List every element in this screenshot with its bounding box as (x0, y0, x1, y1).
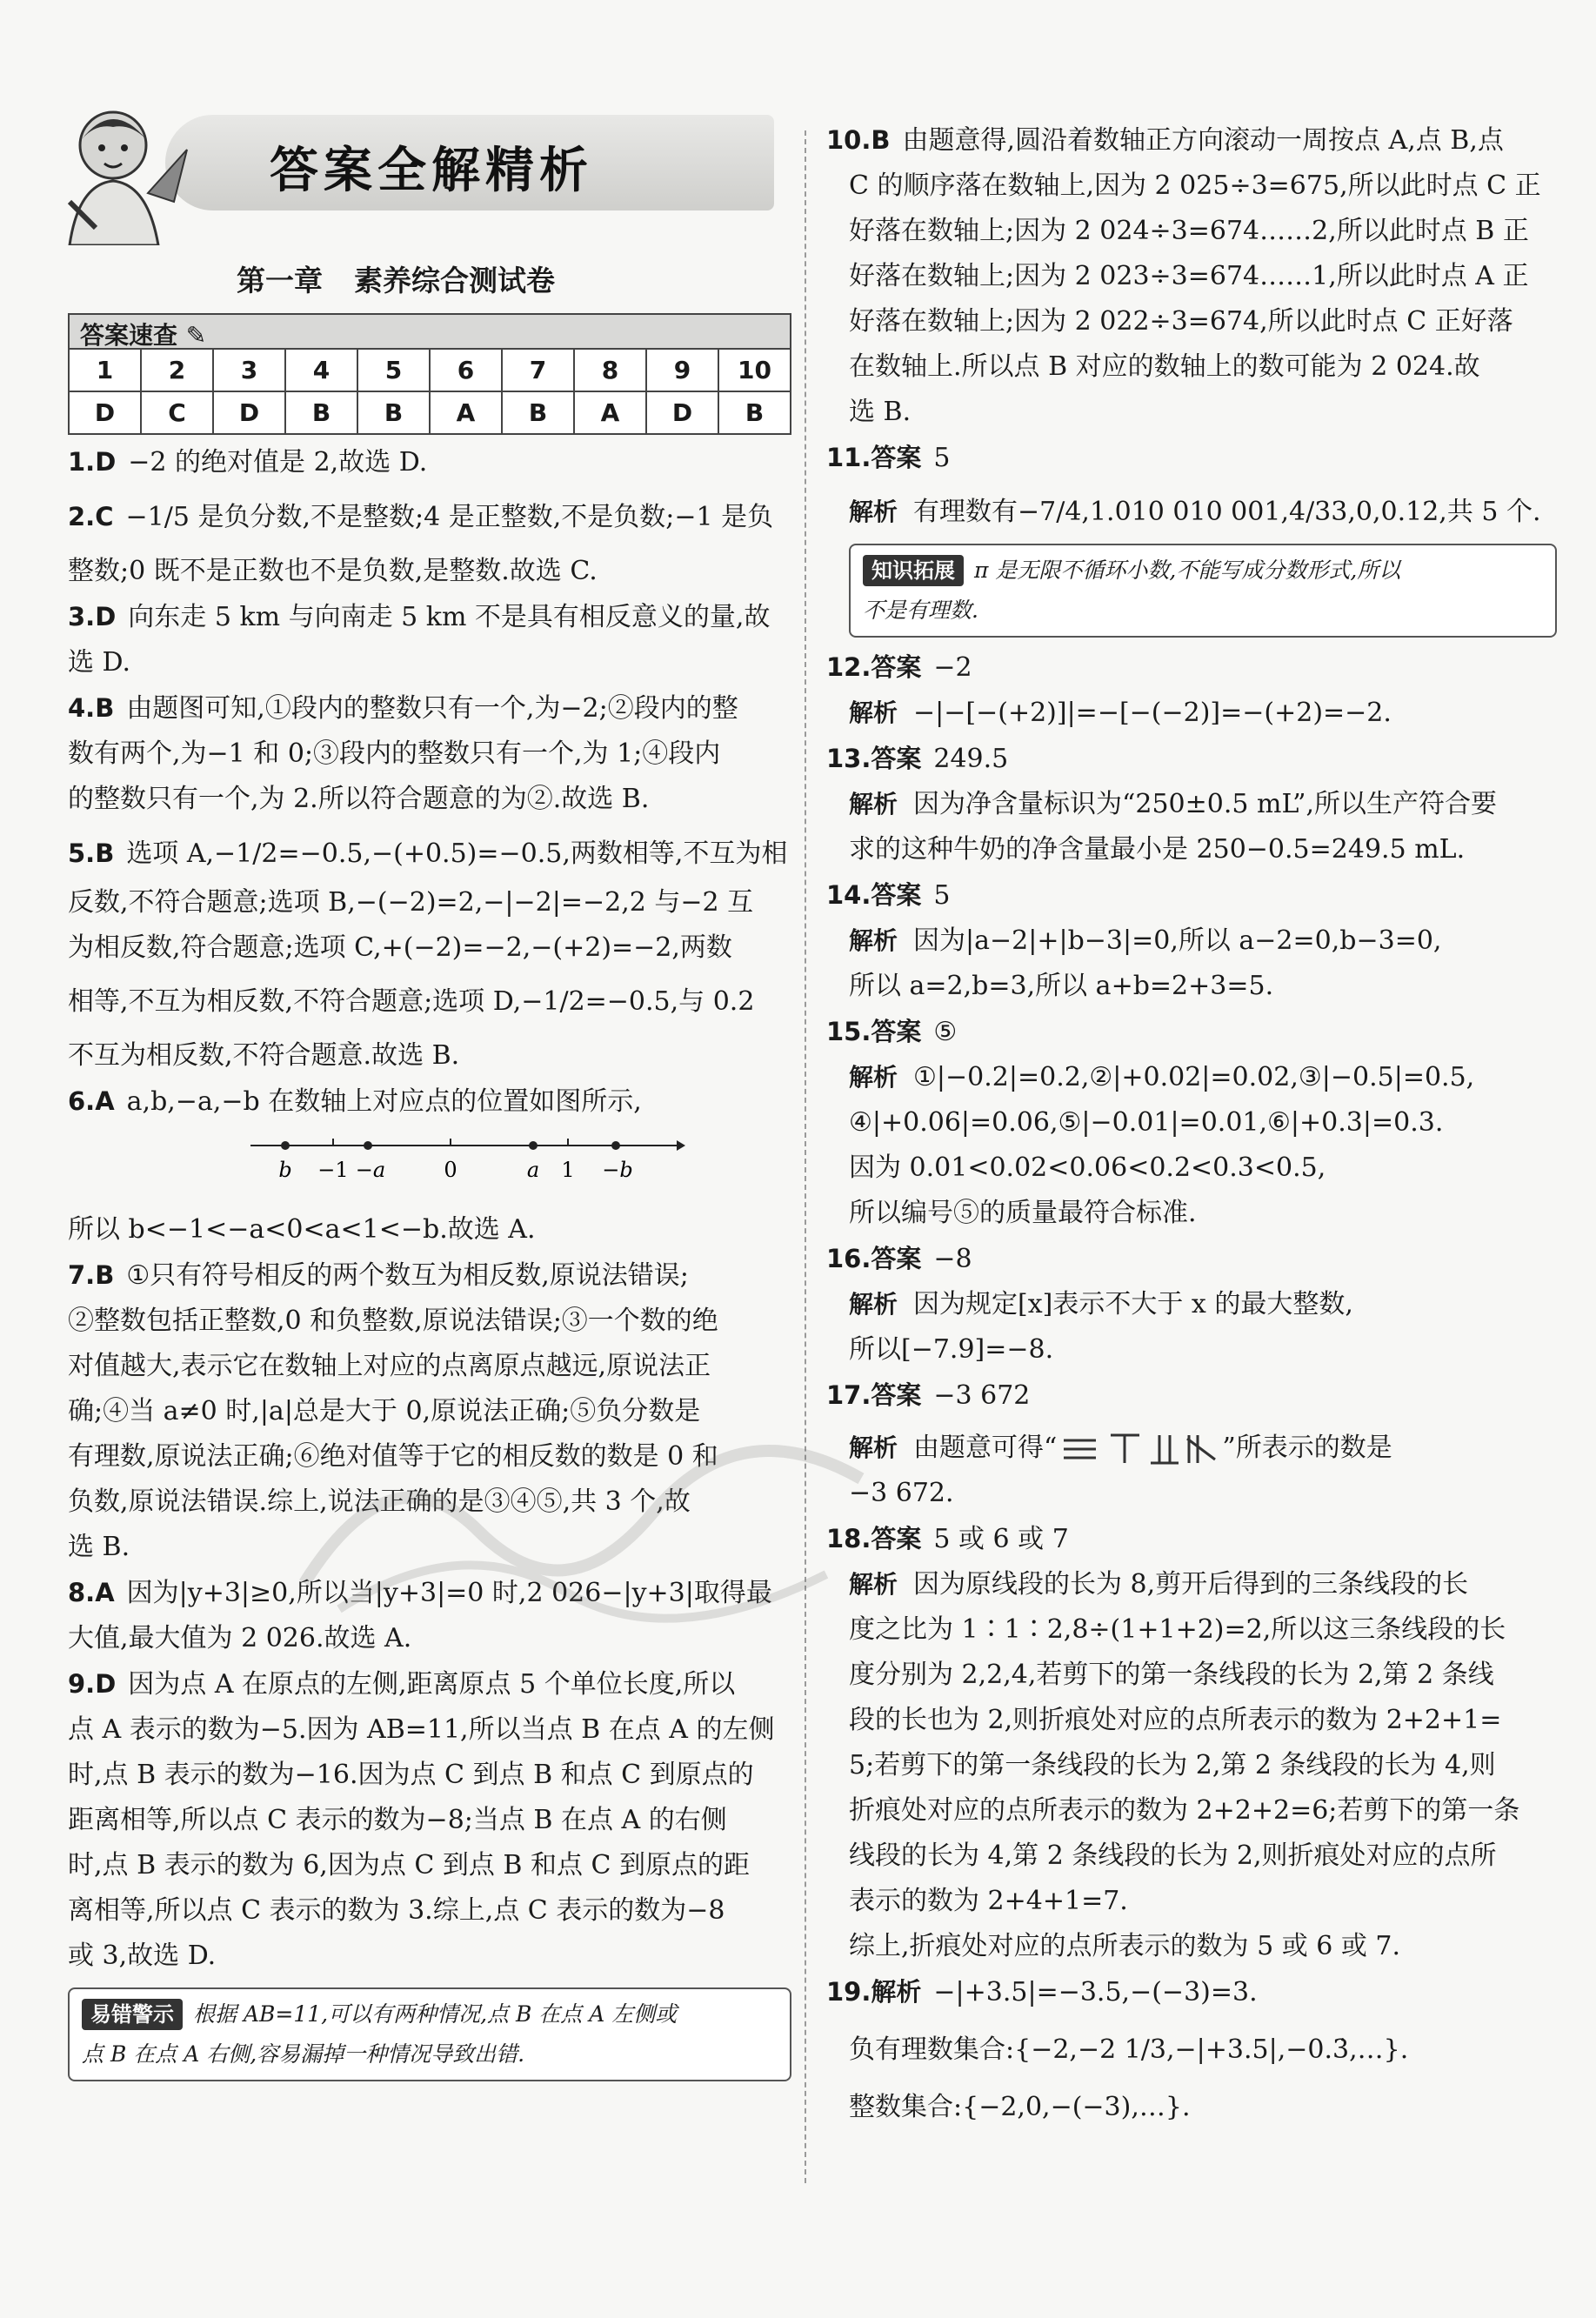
solution-line: −3 672. (849, 1478, 954, 1508)
solution-line: 因为净含量标识为“250±0.5 mL”,所以生产符合要 (913, 789, 1498, 819)
analysis-label: 解析 (849, 698, 898, 727)
solution-line: 为相反数,符合题意;选项 C,+(−2)=−2,−(+2)=−2,两数 (68, 932, 732, 963)
question-number: 15.答案 (826, 1017, 922, 1046)
question-16 (826, 1236, 1557, 1373)
solution-line: 在数轴上.所以点 B 对应的数轴上的数可能为 2 024.故 (849, 351, 1480, 382)
warning-note (68, 1987, 791, 2081)
chapter-title (0, 258, 791, 299)
solution-line: a,b,−a,−b 在数轴上对应点的位置如图所示, (126, 1086, 642, 1117)
knowledge-note (849, 544, 1557, 638)
answer-value: ⑤ (933, 1017, 958, 1047)
solution-line: 线段的长为 4,第 2 条线段的长为 2,则折痕处对应的点所 (849, 1840, 1497, 1871)
solution-line: −|+3.5|=−3.5,−(−3)=3. (933, 1977, 1258, 2007)
question-2 (68, 494, 791, 594)
student-illustration-icon (43, 97, 209, 245)
question-13 (826, 736, 1557, 872)
solution-line: 所以 a=2,b=3,所以 a+b=2+3=5. (849, 971, 1274, 1001)
tick-label: a (526, 1158, 540, 1182)
question-6 (68, 1079, 791, 1253)
answer-value: 5 或 6 或 7 (933, 1524, 1069, 1554)
solution-line: 不互为相反数,不符合题意.故选 B. (68, 1040, 460, 1071)
qnum: 7 (502, 349, 574, 391)
answer-grid-numbers (69, 349, 791, 391)
analysis-label: 解析 (849, 498, 898, 526)
analysis-label: 解析 (849, 790, 898, 818)
solution-line: 求的这种牛奶的净含量最小是 250−0.5=249.5 mL. (849, 834, 1466, 865)
solution-line: 度之比为 1∶1∶2,8÷(1+1+2)=2,所以这三条线段的长 (849, 1614, 1506, 1645)
answer-value: −3 672 (933, 1380, 1031, 1411)
solution-line: ①|−0.2|=0.2,②|+0.02|=0.02,③|−0.5|=0.5, (913, 1062, 1475, 1092)
question-1 (68, 439, 791, 485)
solution-line: 段的长也为 2,则折痕处对应的点所表示的数为 2+2+1= (849, 1705, 1502, 1735)
qans: D (646, 391, 718, 434)
solution-line: ①只有符号相反的两个数互为相反数,原说法错误; (126, 1260, 689, 1291)
solution-line: 因为|y+3|≥0,所以当|y+3|=0 时,2 026−|y+3|取得最 (126, 1578, 772, 1608)
quick-answer-title-text: 答案速查 (80, 321, 178, 350)
question-9 (68, 1661, 791, 1979)
solution-line: 距离相等,所以点 C 表示的数为−8;当点 B 在点 A 的右侧 (68, 1805, 727, 1835)
question-11 (826, 435, 1557, 535)
qnum: 5 (357, 349, 430, 391)
question-number: 17.答案 (826, 1380, 922, 1410)
question-number: 2.C (68, 502, 114, 531)
solution-line: 点 A 表示的数为−5.因为 AB=11,所以当点 B 在点 A 的左侧 (68, 1714, 775, 1745)
question-number: 19.解析 (826, 1977, 922, 2007)
question-19 (826, 1969, 1557, 2130)
solution-line: 折痕处对应的点所表示的数为 2+2+2=6;若剪下的第一条 (849, 1795, 1520, 1826)
solution-line: 因为点 A 在原点的左侧,距离原点 5 个单位长度,所以 (128, 1669, 736, 1700)
answer-value: −8 (933, 1244, 972, 1274)
note-line: 不是有理数. (863, 598, 978, 623)
question-10 (826, 117, 1557, 435)
question-15 (826, 1009, 1557, 1236)
analysis-label: 解析 (849, 926, 898, 955)
question-17 (826, 1373, 1557, 1516)
qnum: 6 (430, 349, 502, 391)
solution-line: 好落在数轴上;因为 2 022÷3=674,所以此时点 C 正好落 (849, 306, 1513, 337)
qans: D (69, 391, 141, 434)
qnum: 8 (574, 349, 646, 391)
analysis-label: 解析 (849, 1570, 898, 1599)
qnum: 9 (646, 349, 718, 391)
solution-line: 所以编号⑤的质量最符合标准. (849, 1198, 1197, 1228)
knowledge-tag: 知识拓展 (863, 555, 964, 586)
qans: B (357, 391, 430, 434)
solution-line: 数有两个,为−1 和 0;③段内的整数只有一个,为 1;④段内 (68, 738, 721, 769)
solution-line: 有理数有−7/4,1.010 010 001,4/33,0,0.12̇,共 5 个. (913, 497, 1541, 527)
question-5 (68, 831, 791, 1079)
number-line-figure (250, 1133, 685, 1186)
question-number: 10.B (826, 125, 891, 155)
answer-value: 5 (933, 880, 951, 911)
watermark-logo (287, 1426, 878, 1627)
page-header (43, 97, 791, 237)
quick-answer-title (68, 313, 791, 348)
solution-line: −|−[−(+2)]|=−[−(−2)]=−(+2)=−2. (913, 698, 1392, 728)
qans: D (213, 391, 285, 434)
solution-line: 离相等,所以点 C 表示的数为 3.综上,点 C 表示的数为−8 (68, 1895, 725, 1926)
solution-line: 反数,不符合题意;选项 B,−(−2)=2,−|−2|=−2,2 与−2 互 (68, 887, 754, 918)
solution-line: 时,点 B 表示的数为 6,因为点 C 到点 B 和点 C 到原点的距 (68, 1850, 750, 1880)
question-4 (68, 685, 791, 822)
question-number: 3.D (68, 602, 117, 631)
solution-line: 整数;0 既不是正数也不是负数,是整数.故选 C. (68, 556, 598, 586)
question-number: 4.B (68, 693, 115, 723)
question-number: 16.答案 (826, 1244, 922, 1273)
qnum: 4 (285, 349, 357, 391)
solution-line: 因为规定[x]表示不大于 x 的最大整数, (913, 1289, 1353, 1319)
question-14 (826, 872, 1557, 1009)
solution-line: 好落在数轴上;因为 2 024÷3=674……2,所以此时点 B 正 (849, 216, 1529, 246)
qans: B (285, 391, 357, 434)
qans: C (141, 391, 213, 434)
question-number: 12.答案 (826, 652, 922, 682)
answer-value: 5 (933, 443, 951, 473)
solution-line: 综上,折痕处对应的点所表示的数为 5 或 6 或 7. (849, 1931, 1401, 1961)
question-number: 5.B (68, 838, 115, 868)
solution-line: 选 D. (68, 647, 131, 678)
solution-line: 大值,最大值为 2 026.故选 A. (68, 1623, 412, 1653)
question-number: 18.答案 (826, 1524, 922, 1553)
question-number: 11.答案 (826, 443, 922, 472)
note-line: π 是无限不循环小数,不能写成分数形式,所以 (974, 558, 1401, 583)
pen-icon: ✎ (185, 321, 207, 350)
solution-line: −1/5 是负分数,不是整数;4 是正整数,不是负数;−1 是负 (125, 502, 774, 532)
solution-line: 的整数只有一个,为 2.所以符合题意的为②.故选 B. (68, 784, 650, 814)
solution-line: 向东走 5 km 与向南走 5 km 不是具有相反意义的量,故 (128, 602, 771, 632)
note-line: 点 B 在点 A 右侧,容易漏掉一种情况导致出错. (82, 2041, 525, 2067)
solution-line: 对值越大,表示它在数轴上对应的点离原点越远,原说法正 (68, 1351, 711, 1381)
answer-grid (68, 348, 791, 435)
counting-rod-symbols-icon (1057, 1432, 1222, 1466)
question-number: 1.D (68, 447, 117, 477)
question-number: 8.A (68, 1578, 115, 1607)
question-12 (826, 645, 1557, 736)
tick-label: −a (355, 1158, 386, 1182)
solution-line: C 的顺序落在数轴上,因为 2 025÷3=675,所以此时点 C 正 (849, 170, 1541, 201)
solution-line: 所以 b<−1<−a<0<a<1<−b.故选 A. (68, 1214, 536, 1245)
solution-line: 度分别为 2,2,4,若剪下的第一条线段的长为 2,第 2 条线 (849, 1660, 1494, 1690)
question-number: 13.答案 (826, 744, 922, 773)
solution-line: 因为 0.01<0.02<0.06<0.2<0.3<0.5, (849, 1152, 1326, 1183)
question-3 (68, 594, 791, 685)
tick-label: −1 (317, 1158, 349, 1182)
question-number: 6.A (68, 1086, 115, 1116)
analysis-label: 解析 (849, 1063, 898, 1092)
qnum: 2 (141, 349, 213, 391)
page-title: 答案全解精析 (270, 143, 593, 199)
solution-line: 负数,原说法错误.综上,说法正确的是③④⑤,共 3 个,故 (68, 1486, 691, 1517)
qans: A (430, 391, 502, 434)
qans: B (718, 391, 791, 434)
solution-line: 所以[−7.9]=−8. (849, 1334, 1054, 1365)
qans: A (574, 391, 646, 434)
question-18 (826, 1516, 1557, 1969)
solution-line: 时,点 B 表示的数为−16.因为点 C 到点 B 和点 C 到原点的 (68, 1760, 754, 1790)
answer-value: −2 (933, 652, 972, 683)
quick-answer-table (68, 313, 791, 435)
solution-line: 整数集合:{−2,0,−(−3),…}. (849, 2092, 1191, 2122)
solution-line: 选 B. (68, 1532, 130, 1562)
solution-line: 选项 A,−1/2=−0.5,−(+0.5)=−0.5,两数相等,不互为相 (126, 838, 788, 869)
solution-line: 选 B. (849, 397, 912, 427)
qnum: 1 (69, 349, 141, 391)
tick-label: −b (602, 1158, 633, 1182)
note-line: 根据 AB=11,可以有两种情况,点 B 在点 A 左侧或 (193, 2001, 678, 2027)
tick-label: b (278, 1158, 292, 1182)
question-number: 14.答案 (826, 880, 922, 910)
solution-line: 因为原线段的长为 8,剪开后得到的三条线段的长 (913, 1569, 1469, 1600)
solution-line: 相等,不互为相反数,不符合题意;选项 D,−1/2=−0.5,与 0.2 (68, 986, 755, 1017)
solution-line: ④|+0.06|=0.06,⑤|−0.01|=0.01,⑥|+0.3|=0.3. (849, 1107, 1444, 1138)
question-number: 7.B (68, 1260, 115, 1290)
solution-line: 或 3,故选 D. (68, 1941, 217, 1971)
warning-tag: 易错警示 (82, 1999, 183, 2030)
solution-line: 由题图可知,①段内的整数只有一个,为−2;②段内的整 (126, 693, 738, 724)
solution-line: 由题意得,圆沿着数轴正方向滚动一周按点 A,点 B,点 (902, 125, 1504, 156)
answer-value: 249.5 (933, 744, 1009, 774)
solution-line: 5;若剪下的第一条线段的长为 2,第 2 条线段的长为 4,则 (849, 1750, 1496, 1780)
analysis-label: 解析 (849, 1290, 898, 1319)
answer-grid-answers (69, 391, 791, 434)
solution-line: ”所表示的数是 (1222, 1433, 1392, 1463)
column-divider (805, 130, 806, 2183)
right-column (826, 117, 1557, 2130)
solution-line: 由题意可得“ (913, 1433, 1058, 1463)
left-column (68, 439, 791, 2081)
chapter-name: 素养综合测试卷 (354, 264, 555, 297)
solution-line: 负有理数集合:{−2,−2 1/3,−|+3.5|,−0.3̇,…}. (849, 2034, 1409, 2065)
tick-label: 0 (444, 1158, 457, 1182)
solution-line: 因为|a−2|+|b−3|=0,所以 a−2=0,b−3=0, (913, 925, 1442, 956)
solution-line: 确;④当 a≠0 时,|a|总是大于 0,原说法正确;⑤负分数是 (68, 1396, 701, 1426)
tick-label: 1 (561, 1158, 575, 1182)
solution-line: 好落在数轴上;因为 2 023÷3=674……1,所以此时点 A 正 (849, 261, 1529, 291)
solution-line: −2 的绝对值是 2,故选 D. (128, 447, 428, 478)
qans: B (502, 391, 574, 434)
solution-line: ②整数包括正整数,0 和负整数,原说法错误;③一个数的绝 (68, 1306, 718, 1336)
qnum: 3 (213, 349, 285, 391)
chapter-number: 第一章 (237, 264, 323, 297)
qnum: 10 (718, 349, 791, 391)
solution-line: 有理数,原说法正确;⑥绝对值等于它的相反数的数是 0 和 (68, 1441, 718, 1472)
solution-line: 表示的数为 2+4+1=7. (849, 1886, 1128, 1916)
analysis-label: 解析 (849, 1433, 898, 1462)
question-number: 9.D (68, 1669, 117, 1699)
